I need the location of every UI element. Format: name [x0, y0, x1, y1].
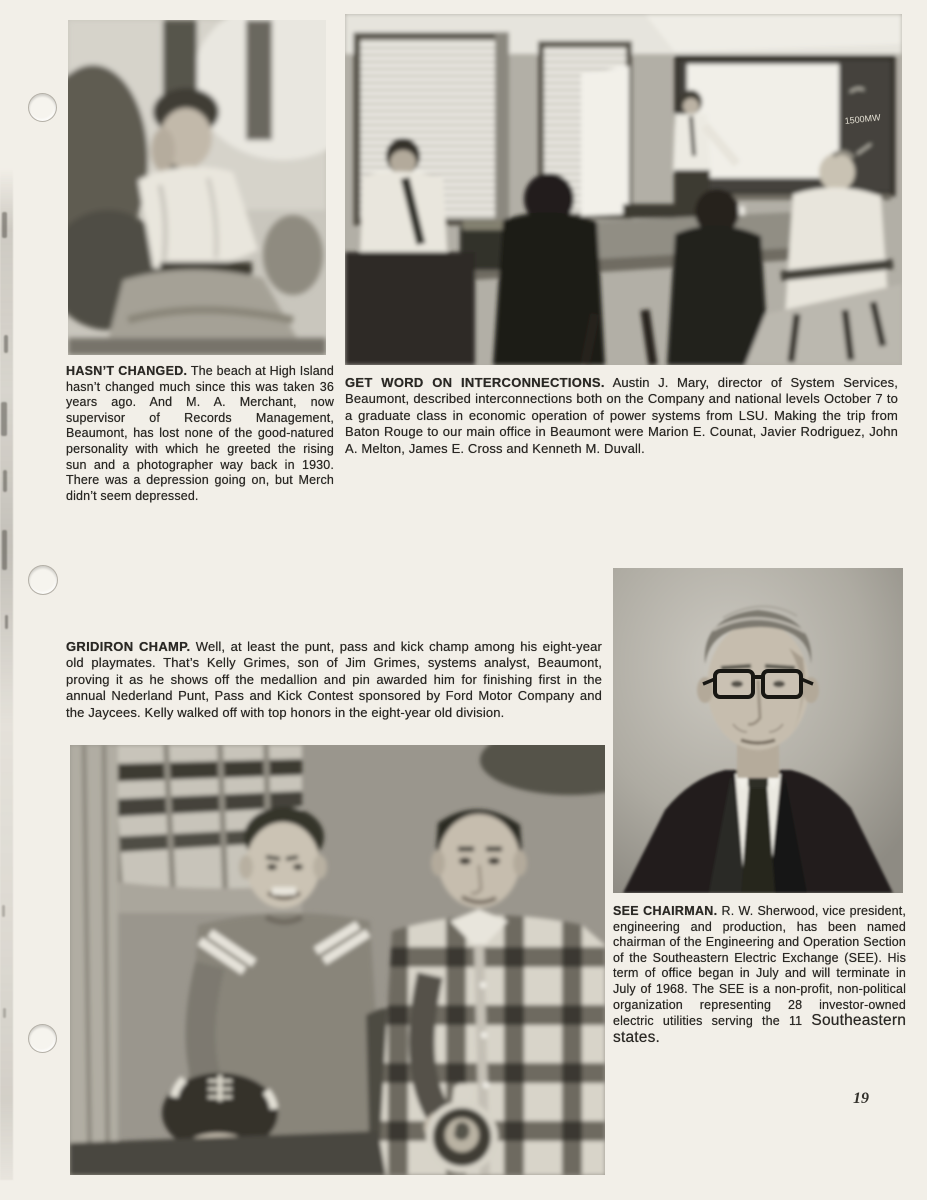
photo-gridiron-champ — [70, 745, 605, 1175]
caption-see-chairman — [613, 904, 906, 1046]
caption-hasnt-changed — [66, 364, 334, 504]
caption-interconnections — [345, 375, 898, 457]
interconnections-class-illustration — [345, 14, 902, 365]
sherwood-portrait-illustration — [613, 568, 903, 893]
scan-smudge — [3, 1008, 6, 1018]
punch-hole-top — [28, 93, 57, 122]
caption-body: The beach at High Island hasn’t changed much since this was taken 36 years ago. And M. A. Merchant, now supervisor of Records Management, Beaumont, has lost none of the good-natured personality with which he greeted the rising sun and a photographer way back in 1930. There was a depression going on, but Merch didn’t seem depressed. — [66, 364, 334, 503]
chalkboard-text: 1500MW — [844, 112, 882, 126]
photo-beach-portrait — [68, 20, 326, 355]
caption-lead: GRIDIRON CHAMP. — [66, 639, 191, 654]
scan-smudge — [4, 335, 8, 353]
caption-body: Well, at least the punt, pass and kick champ among his eight-year old playmates. That’s Kelly Grimes, son of Jim Grimes, systems analyst, Beaumont, proving it as he shows off the medallion and pin awarded him for finishing first in the annual Nederland Punt, Pass and Kick Contest sponsored by Ford Motor Company and the Jaycees. Kelly walked off with top honors in the eight-year old division. — [66, 639, 602, 720]
photo-sherwood-portrait — [613, 568, 903, 893]
gridiron-champ-illustration — [70, 745, 605, 1175]
scan-artifact-strip — [0, 168, 13, 1180]
scan-smudge — [5, 615, 8, 629]
page-number: 19 — [853, 1090, 869, 1107]
caption-body: R. W. Sherwood, vice president, engineering and production, has been named chairman of the Engineering and Operation Section of the Southeastern Electric Exchange (SEE). His term of office began in July and will terminate in July of 1968. The SEE is a non-profit, non-political organization representing 28 investor-owned electric utilities serving the 11 — [613, 904, 907, 1029]
punch-hole-middle — [28, 565, 58, 595]
beach-portrait-illustration — [68, 20, 326, 355]
caption-lead: GET WORD ON INTERCONNECTIONS. — [345, 375, 605, 390]
punch-hole-bottom — [28, 1024, 57, 1053]
caption-lead: HASN’T CHANGED. — [66, 364, 188, 378]
scan-smudge — [2, 530, 7, 570]
caption-gridiron-champ — [66, 639, 602, 721]
caption-tail: Southeastern states. — [613, 1012, 907, 1046]
scan-smudge — [2, 212, 7, 238]
photo-interconnections-class — [345, 14, 902, 365]
scan-smudge — [2, 905, 5, 917]
caption-body: Austin J. Mary, director of System Services, Beaumont, described interconnections both on the Company and national levels October 7 to a graduate class in economic operation of power systems from LSU. Making the trip from Baton Rouge to our main office in Beaumont were Marion E. Counat, Javier Rodriguez, John A. Melton, James E. Cross and Kenneth M. Duvall. — [345, 375, 899, 456]
caption-lead: SEE CHAIRMAN. — [613, 904, 718, 918]
scan-smudge — [3, 470, 7, 492]
scan-smudge — [1, 402, 7, 436]
